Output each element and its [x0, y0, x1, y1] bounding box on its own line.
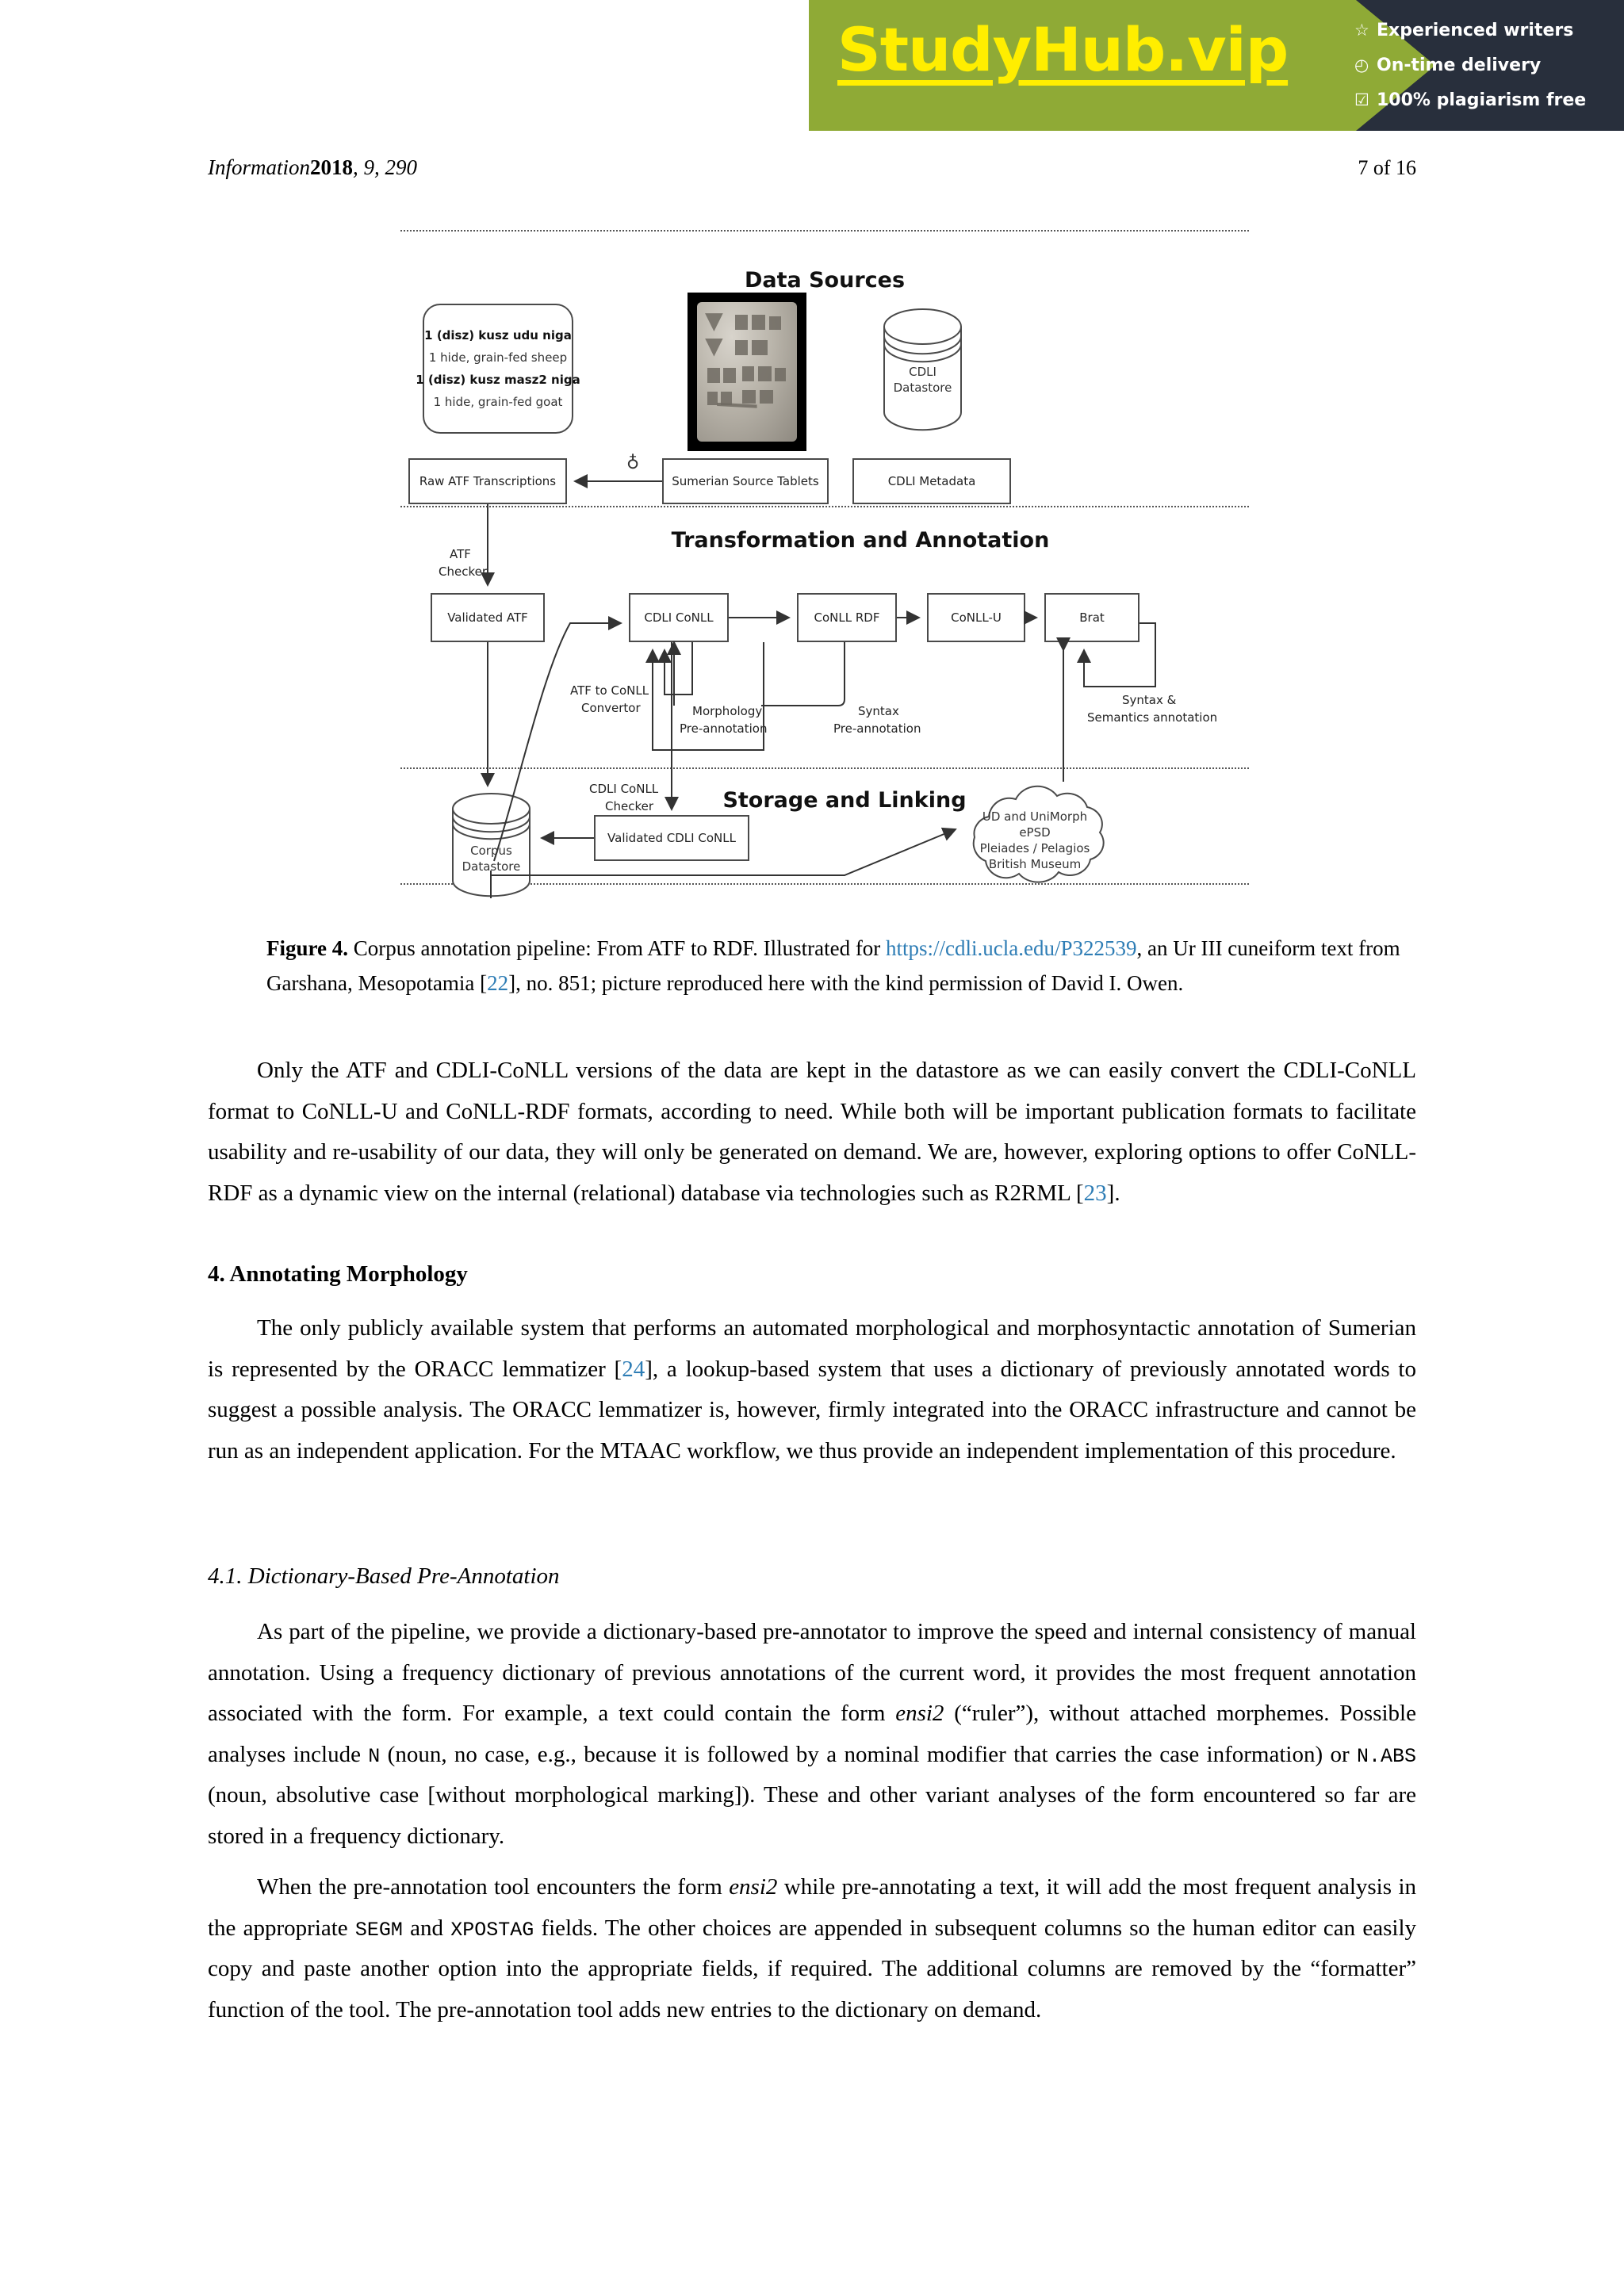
node-validated-atf[interactable]: Validated ATF	[431, 593, 545, 642]
edge-label-morphology-line2: Pre-annotation	[680, 721, 768, 736]
figure-caption-part1: Corpus annotation pipeline: From ATF to RDF. Illustrated for	[348, 936, 887, 960]
citation-ref-23[interactable]: 23	[1083, 1180, 1107, 1206]
diagram-connectors	[400, 227, 1249, 901]
edge-label-syntax-semantics-line2: Semantics annotation	[1087, 710, 1218, 725]
subsection-heading-4-1: 4.1. Dictionary-Based Pre-Annotation	[208, 1563, 560, 1589]
node-cdli-metadata[interactable]: CDLI Metadata	[852, 458, 1011, 504]
term-ensi2: ensi2	[729, 1874, 778, 1900]
watermark-bullet-row	[1354, 82, 1624, 117]
cloud-label-line4: British Museum	[988, 857, 1082, 871]
cloud-label-line3: Pleiades / Pelagios	[979, 841, 1090, 855]
edge-label-atf-checker-line1: ATF	[450, 547, 471, 561]
person-icon: ♁	[626, 453, 640, 473]
paragraph-text: (noun, no case, e.g., because it is followed by a nominal modifier that carries the case information) or	[380, 1741, 1357, 1767]
edge-label-morphology-line1: Morphology	[692, 704, 763, 718]
node-conll-rdf[interactable]: CoNLL RDF	[797, 593, 897, 642]
figure-caption	[266, 932, 1416, 1001]
paragraph-text: The only publicly available system that performs an automated morphological and morphosyntactic annotation of Sumerian is represented by the ORACC lemmatizer [	[208, 1315, 1416, 1382]
band-title-storage: Storage and Linking	[722, 788, 967, 813]
star-icon: ☆	[1354, 21, 1369, 40]
paragraph-text: and	[402, 1915, 451, 1941]
cdli-datastore-label-line1: CDLI	[909, 365, 936, 379]
atf-sample-line: 1 hide, grain-fed goat	[433, 395, 563, 409]
node-brat[interactable]: Brat	[1044, 593, 1139, 642]
paragraph-text-end: ].	[1106, 1180, 1120, 1206]
edge-label-atf-checker-line2: Checker	[439, 564, 488, 579]
paragraph-text: Only the ATF and CDLI-CoNLL versions of the data are kept in the datastore as we can easily convert the CDLI-CoNLL format to CoNLL-U and CoNLL-RDF formats, according to need. While both will be important publication formats to facilitate usability and re-usability of our data, they will only be generated on demand. We are, however, exploring options to offer CoNLL-RDF as a dynamic view on the internal (relational) database via technologies such as R2RML [	[208, 1058, 1416, 1206]
studyhub-watermark-banner	[809, 0, 1624, 131]
document-check-icon: ☑	[1354, 90, 1369, 109]
edge-label-syntax-semantics-line1: Syntax &	[1122, 693, 1177, 707]
watermark-bullet-row	[1354, 13, 1624, 48]
paragraph-text: When the pre-annotation tool encounters the form	[257, 1874, 730, 1900]
paragraph-text-end: (noun, absolutive case [without morphological marking]). These and other variant analyses of the form encountered so far are stored in a frequency dictionary.	[208, 1782, 1416, 1850]
watermark-bullet-label: Experienced writers	[1377, 20, 1574, 40]
watermark-bullet-label: On-time delivery	[1377, 55, 1542, 75]
page-number: 7 of 16	[1358, 156, 1416, 179]
paragraph-text-end: ], a lookup-based system that uses a dictionary of previously annotated words to suggest a possible analysis. The ORACC lemmatizer is, however, firmly integrated into the ORACC infrastructure and cannot be run as an independent application. For the MTAAC workflow, we thus provide an independent implementation of this procedure.	[208, 1356, 1416, 1464]
edge-label-conll-checker-line2: Checker	[605, 799, 654, 813]
watermark-bullet-label: 100% plagiarism free	[1377, 90, 1587, 110]
paragraph-pre-annotation-tool	[208, 1867, 1416, 2030]
journal-name: Information	[208, 155, 311, 179]
cloud-label-line1: UD and UniMorph	[982, 809, 1088, 824]
field-xpostag: XPOSTAG	[450, 1918, 534, 1942]
paragraph-datastore-formats	[208, 1050, 1416, 1214]
figure-caption-part2: , an Ur III cuneiform text from Garshana, Mesopotamia [	[266, 936, 1400, 995]
atf-sample-line: 1 (disz) kusz masz2 niga	[416, 373, 580, 387]
running-head	[208, 155, 1416, 180]
journal-citation	[208, 155, 417, 180]
paragraph-text: As part of the pipeline, we provide a dictionary-based pre-annotator to improve the speed and internal consistency of manual annotation. Using a frequency dictionary of previous annotations of the current word, it provides the most frequent annotation associated with the form. For example, a text could contain the form	[208, 1619, 1416, 1727]
atf-sample-line: 1 hide, grain-fed sheep	[428, 350, 568, 365]
paragraph-text: while pre-annotating a text, it will add the most frequent analysis in the appropriate	[208, 1874, 1416, 1941]
node-sumerian-source-tablets[interactable]: Sumerian Source Tablets	[662, 458, 829, 504]
paragraph-dictionary-pre-annotator	[208, 1612, 1416, 1858]
edge-label-conll-checker-line1: CDLI CoNLL	[589, 782, 659, 796]
node-conll-u[interactable]: CoNLL-U	[927, 593, 1025, 642]
watermark-bullet-row	[1354, 48, 1624, 82]
paragraph-text: (“ruler”), without attached morphemes. Possible analyses include	[208, 1701, 1416, 1767]
tag-N: N	[368, 1744, 381, 1768]
citation-ref-22[interactable]: 22	[487, 970, 509, 995]
atf-sample-line: 1 (disz) kusz udu niga	[424, 328, 572, 342]
figure-caption-link[interactable]: https://cdli.ucla.edu/P322539	[886, 936, 1137, 960]
tag-N-ABS: N.ABS	[1356, 1744, 1416, 1768]
figure-caption-part3: ], no. 851; picture reproduced here with the kind permission of David I. Owen.	[508, 970, 1184, 995]
watermark-bullet-list	[1354, 13, 1624, 117]
figure-4-pipeline-diagram	[400, 227, 1249, 901]
edge-label-syntax-line1: Syntax	[858, 704, 899, 718]
section-heading-4: 4. Annotating Morphology	[208, 1261, 468, 1287]
journal-volume-article: , 9, 290	[353, 155, 418, 179]
node-raw-atf-transcriptions[interactable]: Raw ATF Transcriptions	[408, 458, 567, 504]
paragraph-text-end: fields. The other choices are appended in subsequent columns so the human editor can easily copy and paste another option into the appropriate fields, if required. The additional columns are removed by the “formatter” function of the tool. The pre-annotation tool adds new entries to the dictionary on demand.	[208, 1915, 1417, 2022]
corpus-datastore-label-line1: Corpus	[470, 844, 512, 858]
clock-icon: ◴	[1354, 55, 1369, 75]
field-segm: SEGM	[354, 1918, 403, 1942]
edge-label-syntax-line2: Pre-annotation	[833, 721, 921, 736]
node-validated-cdli-conll[interactable]: Validated CDLI CoNLL	[594, 815, 749, 861]
cdli-datastore-label-line2: Datastore	[893, 381, 952, 395]
term-ensi2: ensi2	[895, 1701, 944, 1727]
paragraph-oracc-lemmatizer	[208, 1308, 1416, 1471]
edge-label-atf-to-conll-line2: Convertor	[581, 701, 641, 715]
citation-ref-24[interactable]: 24	[622, 1356, 645, 1382]
band-title-transformation: Transformation and Annotation	[671, 528, 1050, 553]
corpus-datastore-label-line2: Datastore	[462, 859, 521, 874]
cloud-label-line2: ePSD	[1019, 825, 1051, 840]
edge-label-atf-to-conll-line1: ATF to CoNLL	[570, 683, 649, 698]
studyhub-logo-text[interactable]: StudyHub.vip	[837, 14, 1289, 85]
band-title-data-sources: Data Sources	[744, 268, 906, 293]
figure-caption-label: Figure 4.	[266, 936, 348, 960]
journal-year: 2018	[310, 155, 354, 179]
node-cdli-conll[interactable]: CDLI CoNLL	[629, 593, 729, 642]
